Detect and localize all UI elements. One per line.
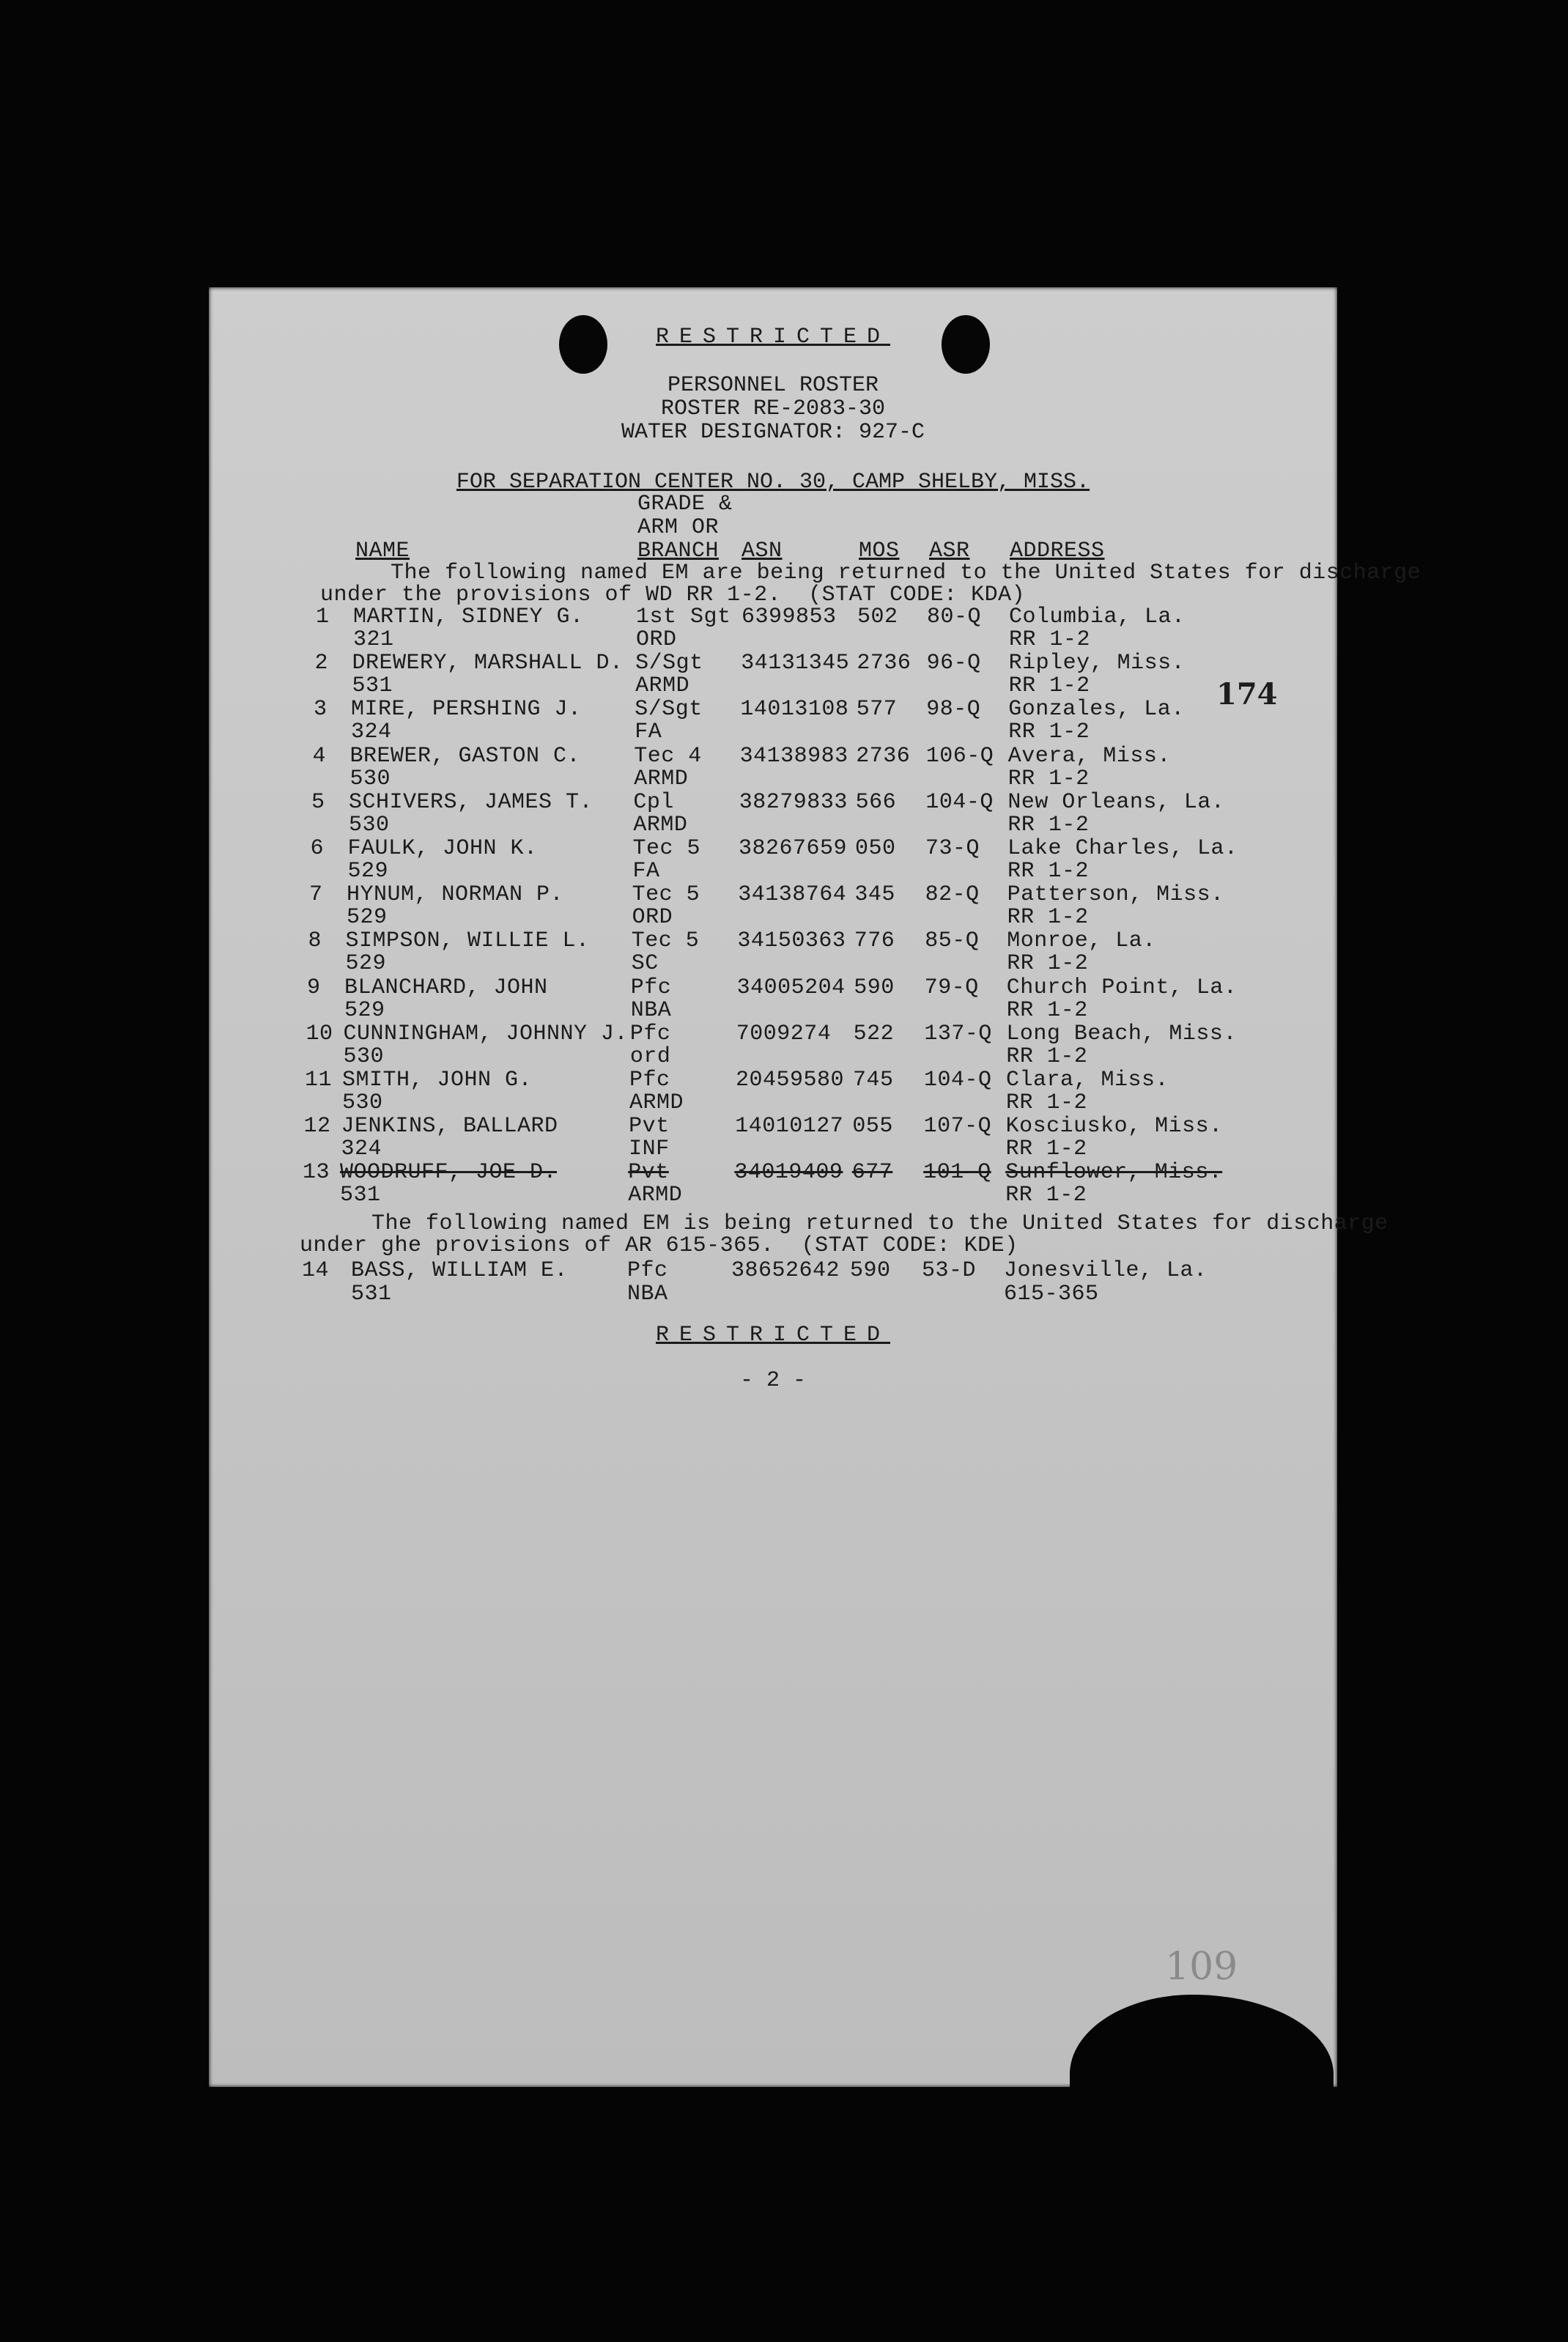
row-8-asn: 34150363 [737,928,846,954]
row-3-branch: FA [635,720,662,745]
row-11-reg: RR 1-2 [1006,1090,1088,1115]
row-5-asn: 38279833 [739,789,848,815]
roster-number: ROSTER RE-2083-30 [660,396,886,421]
row-3-asn: 14013108 [740,697,849,723]
document-page [209,287,1421,2087]
row-1-branch: ORD [636,627,677,652]
col-address: ADDRESS [1010,539,1105,564]
row-11-asr: 104-Q [924,1068,992,1093]
row-8-address: Monroe, La. [1007,928,1156,954]
row-10-asn: 7009274 [736,1021,832,1046]
row-5-reg: RR 1-2 [1007,812,1090,838]
row-9-code: 529 [344,997,385,1023]
row-7-address: Patterson, Miss. [1007,882,1224,908]
intro-text-2b: under ghe provisions of AR 615-365. (STAT CODE: KDE) [300,1233,1018,1258]
separation-center: FOR SEPARATION CENTER NO. 30, CAMP SHELBY, MISS. [456,470,1090,495]
row-10-mos: 522 [853,1021,895,1046]
row-11-asn: 20459580 [736,1068,845,1093]
col-asn: ASN [742,539,783,564]
row-10-reg: RR 1-2 [1006,1043,1088,1069]
row-4-mos: 2736 [856,743,911,769]
row-4-num: 4 [312,743,327,769]
row-10-branch: ord [629,1043,671,1069]
roster-title: PERSONNEL ROSTER [667,373,879,398]
row-10-asr: 137-Q [924,1021,992,1046]
row-6-name: FAULK, JOHN K. [347,836,538,861]
row-6-grade: Tec 5 [632,836,701,861]
row-7-reg: RR 1-2 [1007,905,1089,931]
row-12-asr: 107-Q [923,1114,992,1139]
row-7-mos: 345 [854,882,895,908]
row-3-name: MIRE, PERSHING J. [351,697,582,723]
row-1-grade: 1st Sgt [636,605,731,629]
row-5-name: SCHIVERS, JAMES T. [349,789,593,815]
row-10-grade: Pfc [629,1021,671,1046]
row-8-name: SIMPSON, WILLIE L. [345,928,590,954]
row-7-asr: 82-Q [925,882,980,908]
torn-edge [1070,1995,1334,2097]
row-3-mos: 577 [856,697,898,723]
row-11-name: SMITH, JOHN G. [342,1068,533,1093]
row-14-reg: 615-365 [1004,1282,1099,1307]
row-1-asn: 6399853 [742,605,837,629]
row-14-mos: 590 [850,1258,891,1283]
row-1-address: Columbia, La. [1009,605,1186,629]
row-3-reg: RR 1-2 [1008,720,1090,745]
row-10-name: CUNNINGHAM, JOHNNY J. [343,1021,629,1046]
row-1-num: 1 [316,605,330,629]
row-7-code: 529 [347,905,388,931]
row-2-mos: 2736 [857,651,911,676]
row-9-branch: NBA [630,997,672,1023]
row-4-grade: Tec 4 [634,743,702,769]
row-4-code: 530 [350,766,391,791]
row-6-branch: FA [632,859,660,884]
col-grade-line2: ARM OR [637,515,720,540]
row-14-number: 14 [302,1258,330,1283]
row-9-address: Church Point, La. [1006,975,1238,1000]
row-13-mos: 677 [851,1160,893,1186]
row-2-name: DREWERY, MARSHALL D. [352,651,624,676]
row-13-asr: 101-Q [923,1160,991,1186]
row-10-address: Long Beach, Miss. [1006,1021,1237,1046]
row-6-code: 529 [347,859,389,884]
intro-text-1b: under the provisions of WD RR 1-2. (STAT CODE: KDA) [320,583,1026,607]
row-10-code: 530 [343,1043,385,1069]
intro-text-1: The following named EM are being returned to the United States for discharge [391,561,1421,586]
row-13-code: 531 [340,1183,381,1208]
row-14-asn: 38652642 [731,1258,840,1283]
row-10-num: 10 [306,1021,333,1046]
row-12-address: Kosciusko, Miss. [1005,1114,1223,1139]
row-7-grade: Tec 5 [632,882,700,908]
row-14-name: BASS, WILLIAM E. [351,1258,569,1283]
row-8-asr: 85-Q [925,928,980,954]
row-2-asr: 96-Q [926,651,981,676]
handwritten-number: 109 [1165,1945,1238,1989]
water-designator: WATER DESIGNATOR: 927-C [621,420,925,445]
row-6-asn: 38267659 [739,836,848,861]
row-11-address: Clara, Miss. [1006,1068,1169,1093]
classification-header: RESTRICTED [655,325,891,350]
intro-text-2: The following named EM is being returned to the United States for discharge [371,1211,1388,1236]
row-1-code: 321 [353,627,394,652]
row-12-mos: 055 [852,1114,893,1139]
row-5-asr: 104-Q [925,789,994,815]
row-6-reg: RR 1-2 [1007,859,1090,884]
row-6-mos: 050 [855,836,896,861]
row-8-branch: SC [631,951,659,977]
stamped-number: 174 [1216,677,1278,712]
row-7-asn: 34138764 [738,882,847,908]
row-6-num: 6 [310,836,325,861]
row-12-branch: INF [629,1137,670,1162]
row-13-asn: 34019409 [734,1160,843,1186]
row-9-num: 9 [307,975,321,1000]
row-12-num: 12 [303,1114,331,1139]
page-number: - 2 - [739,1368,806,1393]
row-11-code: 530 [342,1090,383,1115]
row-12-code: 324 [341,1137,382,1162]
row-4-name: BREWER, GASTON C. [350,743,581,769]
row-13-reg: RR 1-2 [1005,1183,1087,1208]
col-mos: MOS [859,539,900,564]
col-name: NAME [355,539,410,564]
row-2-code: 531 [352,673,393,699]
row-4-asn: 34138983 [739,743,848,769]
row-3-asr: 98-Q [926,697,981,723]
row-8-mos: 776 [854,928,895,954]
row-2-grade: S/Sgt [635,651,703,676]
row-8-num: 8 [308,928,322,954]
row-1-asr: 80-Q [927,605,982,629]
row-12-reg: RR 1-2 [1005,1137,1087,1162]
row-5-num: 5 [311,789,325,815]
row-11-grade: Pfc [629,1068,670,1093]
col-asr: ASR [929,539,970,564]
row-4-asr: 106-Q [925,743,994,769]
row-2-address: Ripley, Miss. [1008,651,1186,676]
row-3-num: 3 [314,697,328,723]
row-6-address: Lake Charles, La. [1007,836,1238,861]
row-5-address: New Orleans, La. [1007,789,1225,815]
row-2-branch: ARMD [635,673,690,699]
row-12-name: JENKINS, BALLARD [341,1114,558,1139]
row-9-reg: RR 1-2 [1006,997,1088,1023]
row-13-address: Sunflower, Miss. [1005,1160,1223,1186]
row-9-name: BLANCHARD, JOHN [344,975,548,1000]
row-3-grade: S/Sgt [635,697,703,723]
row-2-num: 2 [314,651,329,676]
row-14-grade: Pfc [627,1258,668,1283]
row-3-code: 324 [351,720,392,745]
row-5-grade: Cpl [633,789,674,815]
row-1-name: MARTIN, SIDNEY G. [353,605,584,629]
row-5-branch: ARMD [633,812,688,838]
row-5-mos: 566 [855,789,897,815]
row-13-branch: ARMD [628,1183,683,1208]
row-12-grade: Pvt [629,1114,670,1139]
row-7-name: HYNUM, NORMAN P. [347,882,564,908]
row-14-address: Jonesville, La. [1004,1258,1208,1283]
row-11-branch: ARMD [629,1090,684,1115]
row-14-asr: 53-D [922,1258,977,1283]
row-13-name: WOODRUFF, JOE D. [340,1160,558,1186]
row-11-mos: 745 [853,1068,894,1093]
row-9-asr: 79-Q [924,975,979,1000]
row-9-asn: 34005204 [736,975,846,1000]
row-8-code: 529 [345,951,387,977]
col-grade-line1: GRADE & [637,492,733,517]
row-4-address: Avera, Miss. [1007,743,1171,769]
row-5-code: 530 [349,812,390,838]
row-9-grade: Pfc [630,975,672,1000]
row-7-num: 7 [309,882,323,908]
row-1-mos: 502 [857,605,898,629]
row-3-address: Gonzales, La. [1008,697,1185,723]
row-8-grade: Tec 5 [631,928,700,954]
row-4-branch: ARMD [634,766,689,791]
row-9-mos: 590 [854,975,895,1000]
row-8-reg: RR 1-2 [1007,951,1089,977]
row-6-asr: 73-Q [925,836,980,861]
row-13-grade: Pvt [628,1160,669,1186]
classification-footer: RESTRICTED [655,1323,891,1348]
row-7-branch: ORD [632,905,673,931]
row-12-asn: 14010127 [735,1114,844,1139]
row-13-num: 13 [303,1160,330,1186]
row-2-asn: 34131345 [741,651,850,676]
row-11-num: 11 [305,1068,333,1093]
col-branch: BRANCH [637,539,720,564]
row-1-reg: RR 1-2 [1009,627,1091,652]
row-4-reg: RR 1-2 [1007,766,1090,791]
row-2-reg: RR 1-2 [1008,673,1090,699]
row-14-code: 531 [351,1282,392,1307]
row-14-branch: NBA [627,1282,668,1307]
